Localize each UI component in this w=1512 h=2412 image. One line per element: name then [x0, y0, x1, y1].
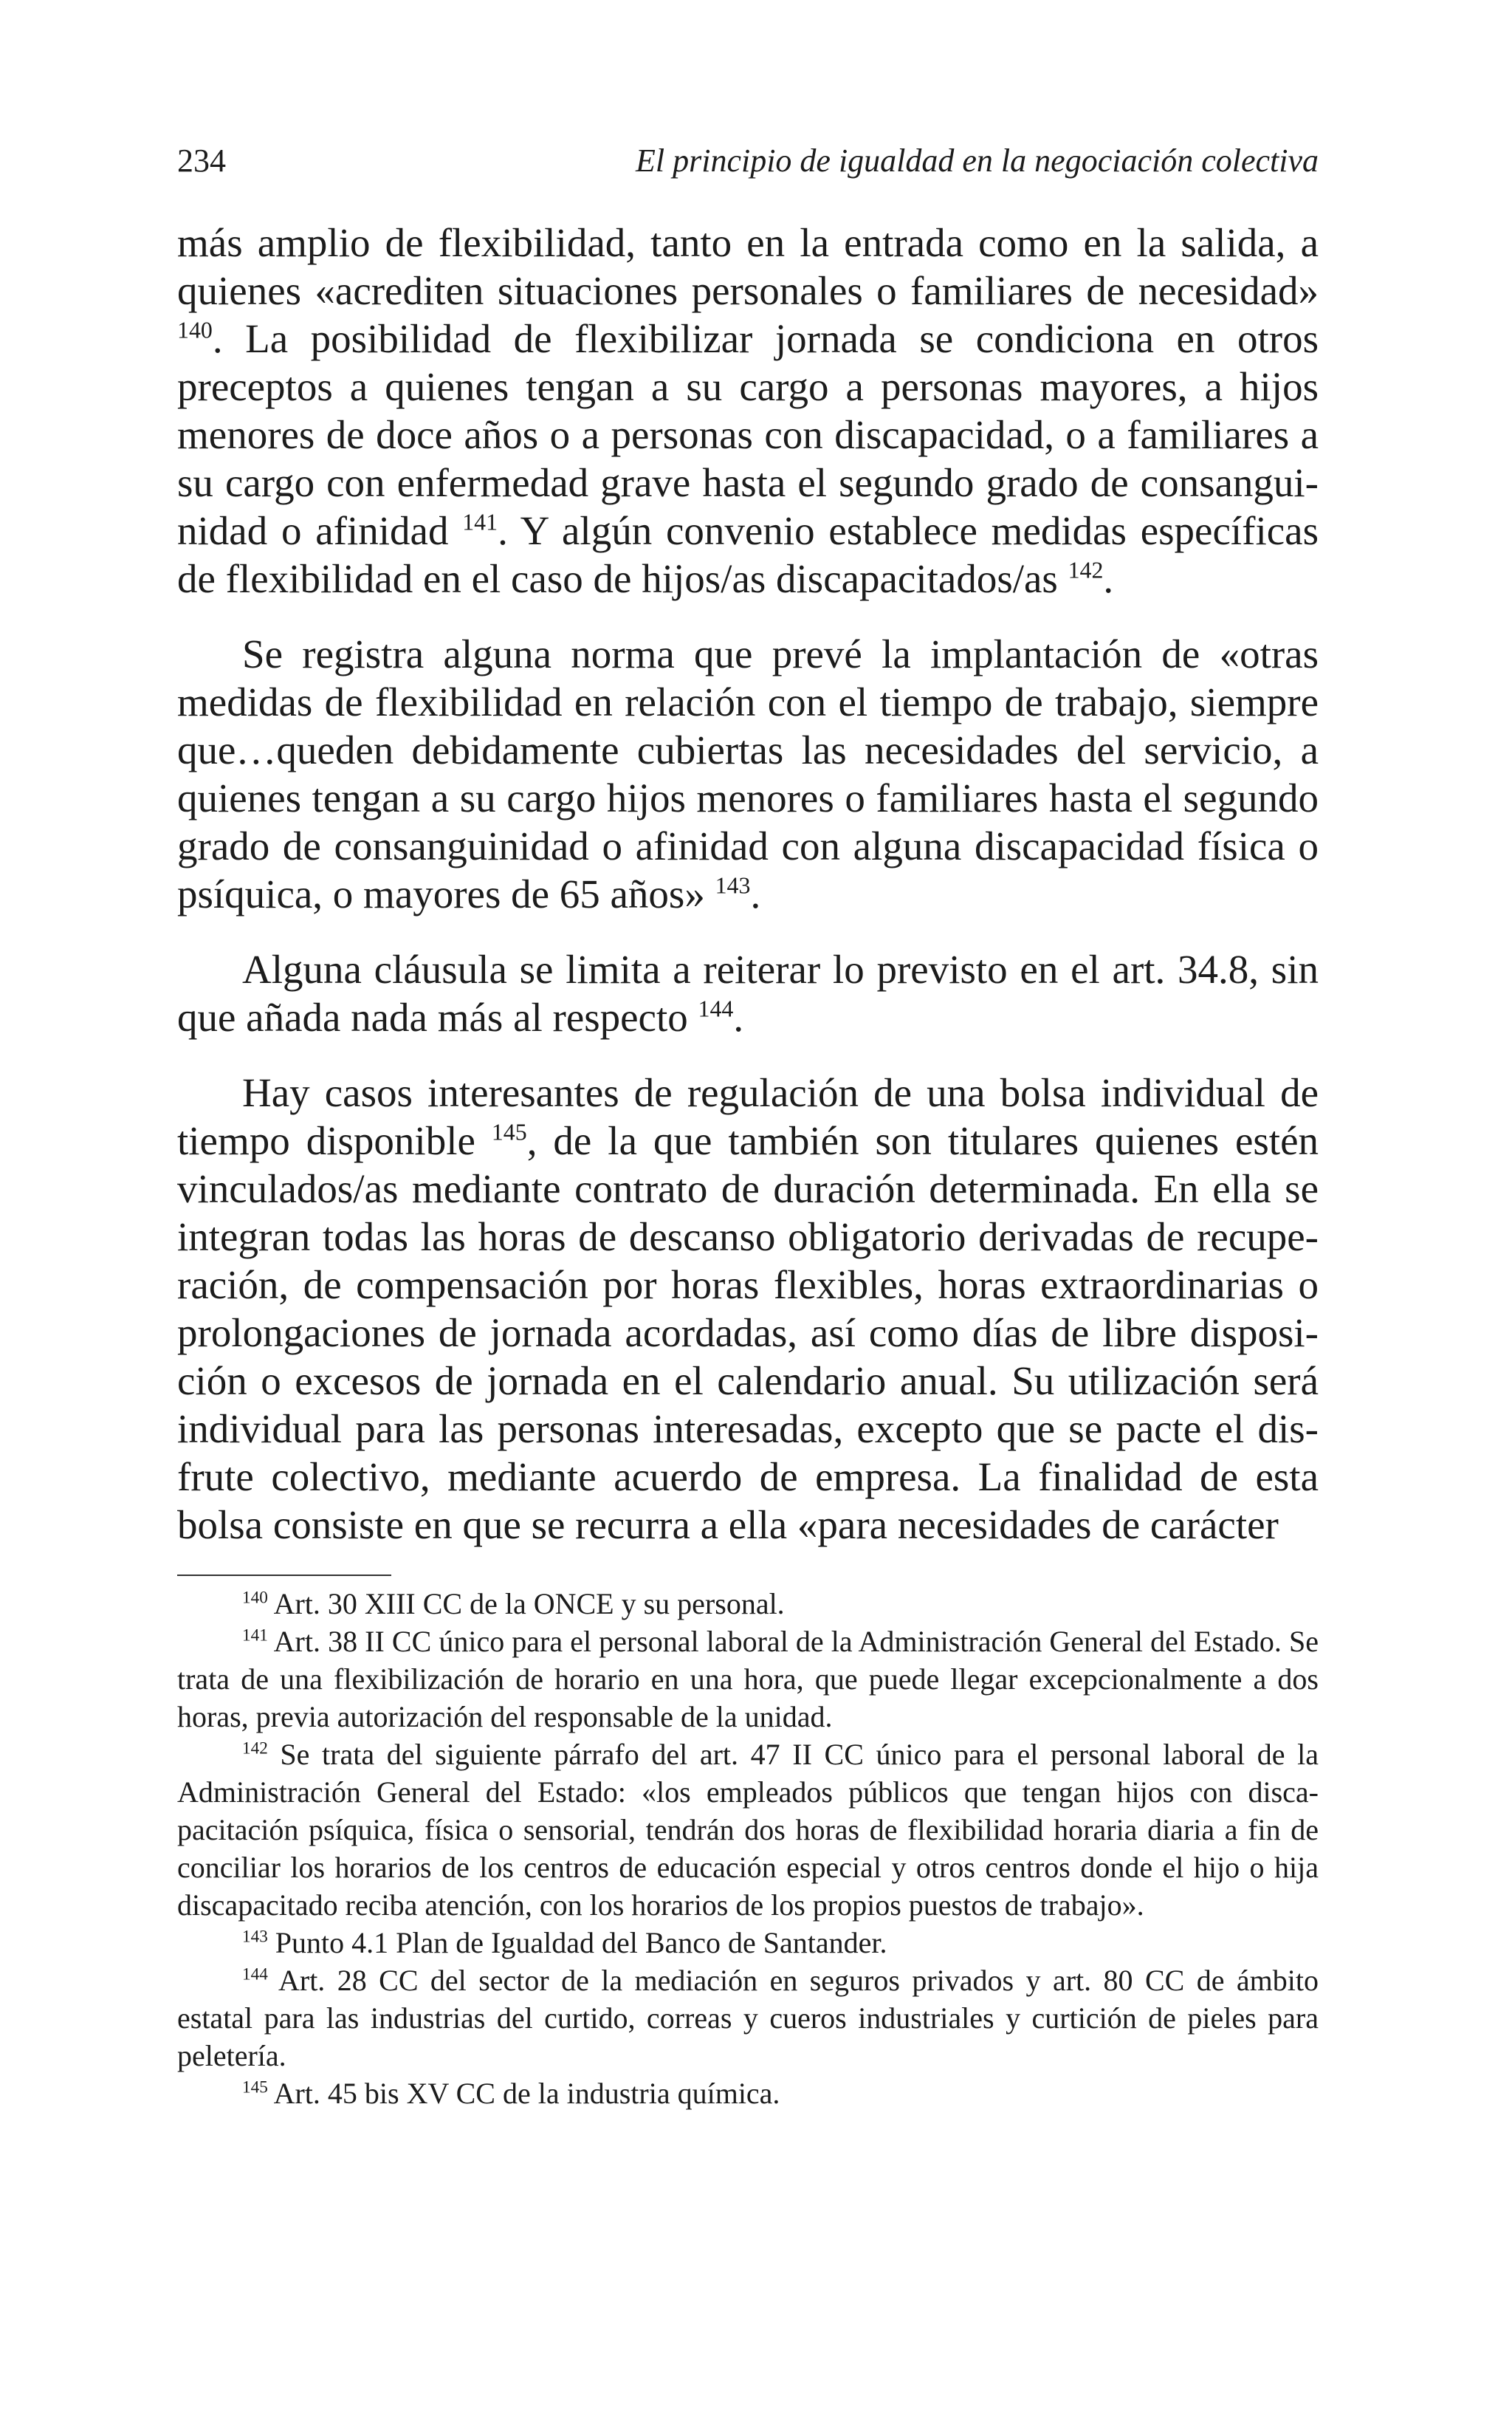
text-run: . La posibilidad de flexibilizar jornada se condiciona en otros preceptos a quienes tengan a su cargo a personas mayores, a hijos menores de doce años o a personas con discapacidad, o a familiares a su cargo con enfermedad grave hasta el segundo grado de consanguinidad o afinidad: [177, 316, 1319, 553]
footnote: [177, 1924, 1319, 1962]
running-title: El principio de igualdad en la negociación colectiva: [636, 143, 1319, 179]
paragraph: [177, 945, 1319, 1041]
footnote-number: 144: [242, 1964, 268, 1984]
footnote-number: 143: [242, 1927, 268, 1947]
paragraph: [177, 219, 1319, 603]
footnote-text: Art. 28 CC del sector de la mediación en seguros privados y art. 80 CC de ámbito estatal para las industrias del curtido, correas y cueros industriales y curtición de pieles para peletería.: [177, 1964, 1319, 2072]
footnote-text: Art. 45 bis XV CC de la industria química.: [267, 2077, 780, 2110]
footnote-text: Se trata del siguiente párrafo del art. 47 II CC único para el personal laboral de la Administración General del Estado: «los empleados públicos que tengan hijos con discapacitación psíquica, física o sensorial, tendrán dos horas de flexibilidad horaria diaria a fin de conciliar los horarios de los centros de educación especial y otros centros donde el hijo o hija discapacitado reciba atención, con los horarios de los propios puestos de trabajo».: [177, 1738, 1319, 1922]
footnote-text: Art. 30 XIII CC de la ONCE y su personal.: [267, 1587, 785, 1620]
footnote: [177, 1962, 1319, 2074]
footnote-ref: 140: [177, 317, 213, 343]
footnote-ref: 145: [491, 1119, 527, 1145]
text-run: .: [733, 995, 744, 1040]
footnote-ref: 142: [1068, 557, 1104, 583]
body-text: [177, 219, 1319, 1576]
page-number: 234: [177, 143, 226, 179]
text-run: Alguna cláusula se limita a reiterar lo previsto en el art. 34.8, sin que añada nada más al respecto: [177, 947, 1319, 1040]
footnote-ref: 144: [698, 996, 734, 1022]
page-header: [177, 139, 1319, 183]
footnotes: [177, 1585, 1319, 2112]
text-run: .: [1103, 556, 1114, 601]
text-run: más amplio de flexibilidad, tanto en la entrada como en la salida, a quienes «acrediten situaciones personales o familiares de necesidad»: [177, 220, 1319, 313]
footnote-number: 142: [242, 1738, 268, 1758]
footnote-number: 145: [242, 2077, 268, 2097]
text-run: .: [750, 871, 761, 917]
paragraph: [177, 630, 1319, 918]
footnote-ref: 141: [462, 509, 498, 535]
text-run: Se registra alguna norma que prevé la implantación de «otras medidas de flexibilidad en relación con el tiempo de trabajo, siempre que…queden debidamente cubiertas las necesidades del servicio, a quienes tengan a su cargo hijos menores o familiares hasta el segundo grado de consanguinidad o afinidad con alguna discapacidad física o psíquica, o mayores de 65 años»: [177, 631, 1319, 917]
footnote-divider: [177, 1575, 391, 1576]
footnote: [177, 1623, 1319, 1736]
paragraph: [177, 1069, 1319, 1549]
footnote-text: Punto 4.1 Plan de Igualdad del Banco de Santander.: [267, 1926, 887, 1959]
footnote-number: 141: [242, 1625, 268, 1645]
text-run: , de la que también son titulares quienes estén vinculados/as mediante contrato de duración determinada. En ella se integran todas las horas de descanso obligatorio derivadas de recuperación, de compensación por horas flexibles, horas extraordinarias o prolongaciones de jornada acordadas, así como días de libre disposición o excesos de jornada en el calendario anual. Su utilización será individual para las personas interesadas, excepto que se pacte el disfrute colectivo, mediante acuerdo de empresa. La finalidad de esta bolsa consiste en que se recurra a ella «para necesidades de carácter: [177, 1118, 1319, 1547]
footnote: [177, 1736, 1319, 1924]
text-run: Hay casos interesantes de regulación de una bolsa individual de tiempo disponible: [177, 1070, 1319, 1163]
footnote-ref: 143: [715, 872, 751, 899]
footnote-number: 140: [242, 1588, 268, 1608]
footnote: [177, 2074, 1319, 2112]
text-run: . Y algún convenio establece medidas específicas de flexibilidad en el caso de hijos/as discapacitados/as: [177, 508, 1319, 601]
footnote-text: Art. 38 II CC único para el personal laboral de la Administración General del Estado. Se trata de una flexibilización de horario en una hora, que puede llegar excepcionalmente a dos horas, previa autorización del responsable de la unidad.: [177, 1625, 1319, 1733]
footnote: [177, 1585, 1319, 1623]
